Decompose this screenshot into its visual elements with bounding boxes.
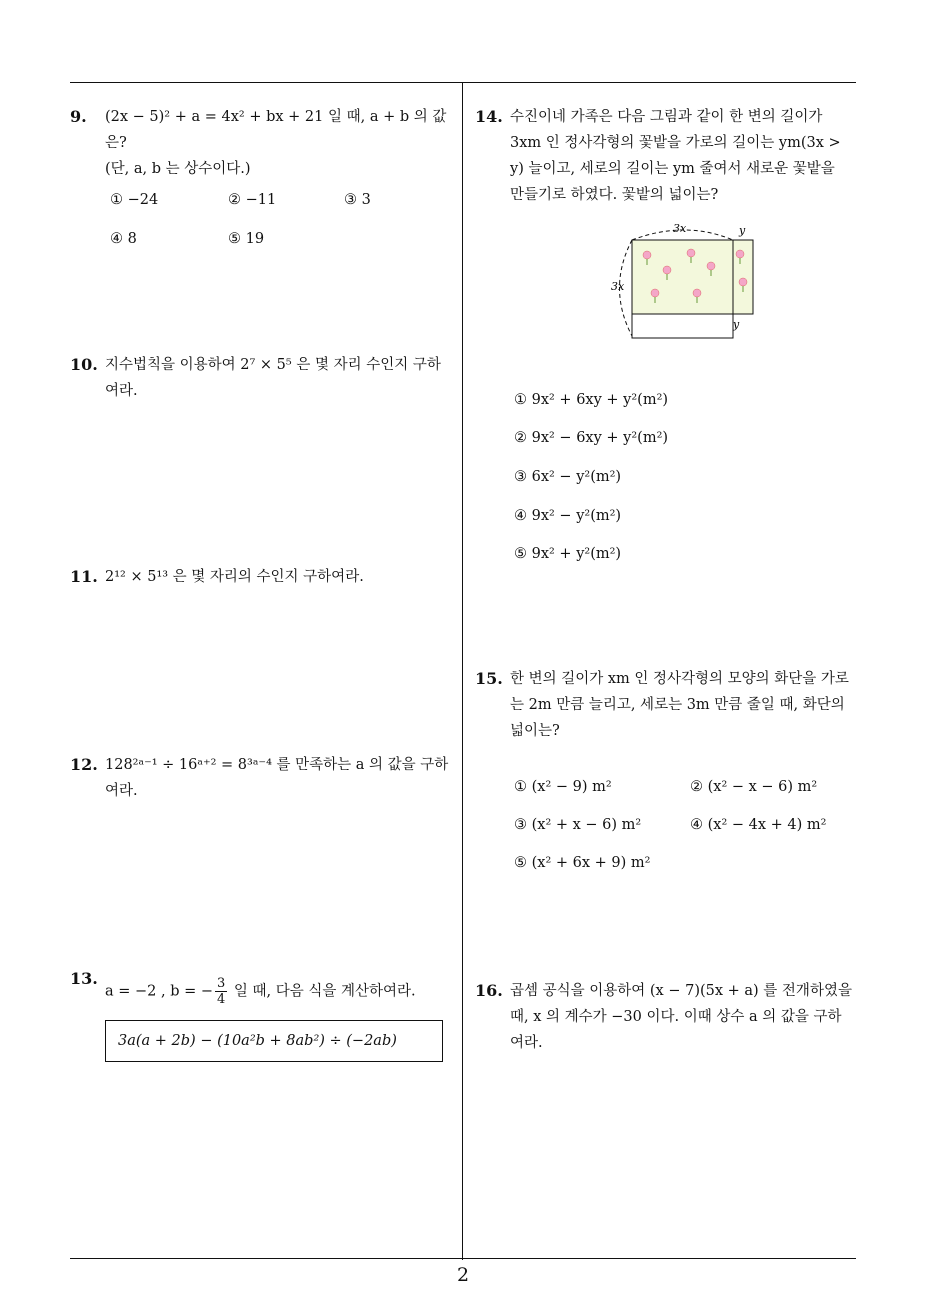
fraction [215, 976, 227, 1007]
option-5: ⑤ (x² + 6x + 9) m² [514, 855, 651, 871]
flowerbed-figure [605, 218, 765, 348]
question-text: 지수법칙을 이용하여 2⁷ × 5⁵ 은 몇 자리 수인지 구하 여라. [105, 357, 441, 399]
option-3: ③ (x² + x − 6) m² [514, 817, 642, 833]
right-bottom-label: y [733, 318, 740, 331]
option-4: ④ 8 [110, 231, 137, 247]
question-text: 한 변의 길이가 xm 인 정사각형의 모양의 화단을 가로 는 2m 만큼 늘리고, 세로는 3m 만큼 줄일 때, 화단의 넓이는? [510, 671, 849, 739]
column-divider [462, 82, 463, 1260]
question-text: 128²ᵃ⁻¹ ÷ 16ᵃ⁺² = 8³ᵃ⁻⁴ 를 만족하는 a 의 값을 구하 여라. [105, 757, 449, 799]
question-number: 13. [70, 969, 98, 988]
question-text: (2x − 5)² + a = 4x² + bx + 21 일 때, a + b 의 값은? (단, a, b 는 상수이다.) [105, 109, 447, 177]
bottom-rule [70, 1258, 856, 1259]
fraction-denominator: 4 [217, 992, 226, 1007]
option-3: ③ 6x² − y²(m²) [514, 469, 622, 485]
question-13 [70, 966, 460, 1010]
question-number: 9. [70, 107, 87, 126]
option-1: ① −24 [110, 192, 159, 208]
top-label: 3x [673, 222, 687, 235]
option-5: ⑤ 19 [228, 231, 265, 247]
option-2: ② (x² − x − 6) m² [690, 779, 818, 795]
left-label: 3x [611, 280, 625, 293]
option-2: ② 9x² − 6xy + y²(m²) [514, 430, 669, 446]
question-number: 10. [70, 355, 98, 374]
question-number: 12. [70, 755, 98, 774]
page-number: 2 [456, 1264, 470, 1286]
option-3: ③ 3 [344, 192, 371, 208]
option-4: ④ (x² − 4x + 4) m² [690, 817, 827, 833]
top-rule [70, 82, 856, 83]
question-number: 11. [70, 567, 98, 586]
expression: 3a(a + 2b) − (10a²b + 8ab²) ÷ (−2ab) [118, 1033, 397, 1049]
question-text: 2¹² × 5¹³ 은 몇 자리의 수인지 구하여라. [105, 569, 364, 585]
question-text: 수진이네 가족은 다음 그림과 같이 한 변의 길이가 3xm 인 정사각형의 꽃밭을 가로의 길이는 ym(3x > y) 늘이고, 세로의 길이는 ym 줄여서 새로운 꽃밭을 만들기로 하였다. 꽃밭의 넓이는? [510, 109, 841, 203]
question-number: 14. [475, 107, 503, 126]
option-4: ④ 9x² − y²(m²) [514, 508, 622, 524]
question-number: 16. [475, 981, 503, 1000]
option-1: ① 9x² + 6xy + y²(m²) [514, 392, 669, 408]
question-text-suffix: 일 때, 다음 식을 계산하여라. [229, 983, 416, 1000]
fraction-numerator: 3 [217, 976, 226, 991]
question-text: 곱셈 공식을 이용하여 (x − 7)(5x + a) 를 전개하였을 때, x 의 계수가 −30 이다. 이때 상수 a 의 값을 구하 여라. [510, 983, 852, 1051]
expression-box [105, 1020, 443, 1062]
option-1: ① (x² − 9) m² [514, 779, 612, 795]
right-top-label: y [739, 224, 746, 237]
option-2: ② −11 [228, 192, 277, 208]
removed-strip [632, 314, 733, 338]
option-5: ⑤ 9x² + y²(m²) [514, 546, 622, 562]
question-text [105, 976, 416, 1007]
question-number: 15. [475, 669, 503, 688]
question-text-prefix: a = −2 , b = − [105, 983, 214, 1000]
